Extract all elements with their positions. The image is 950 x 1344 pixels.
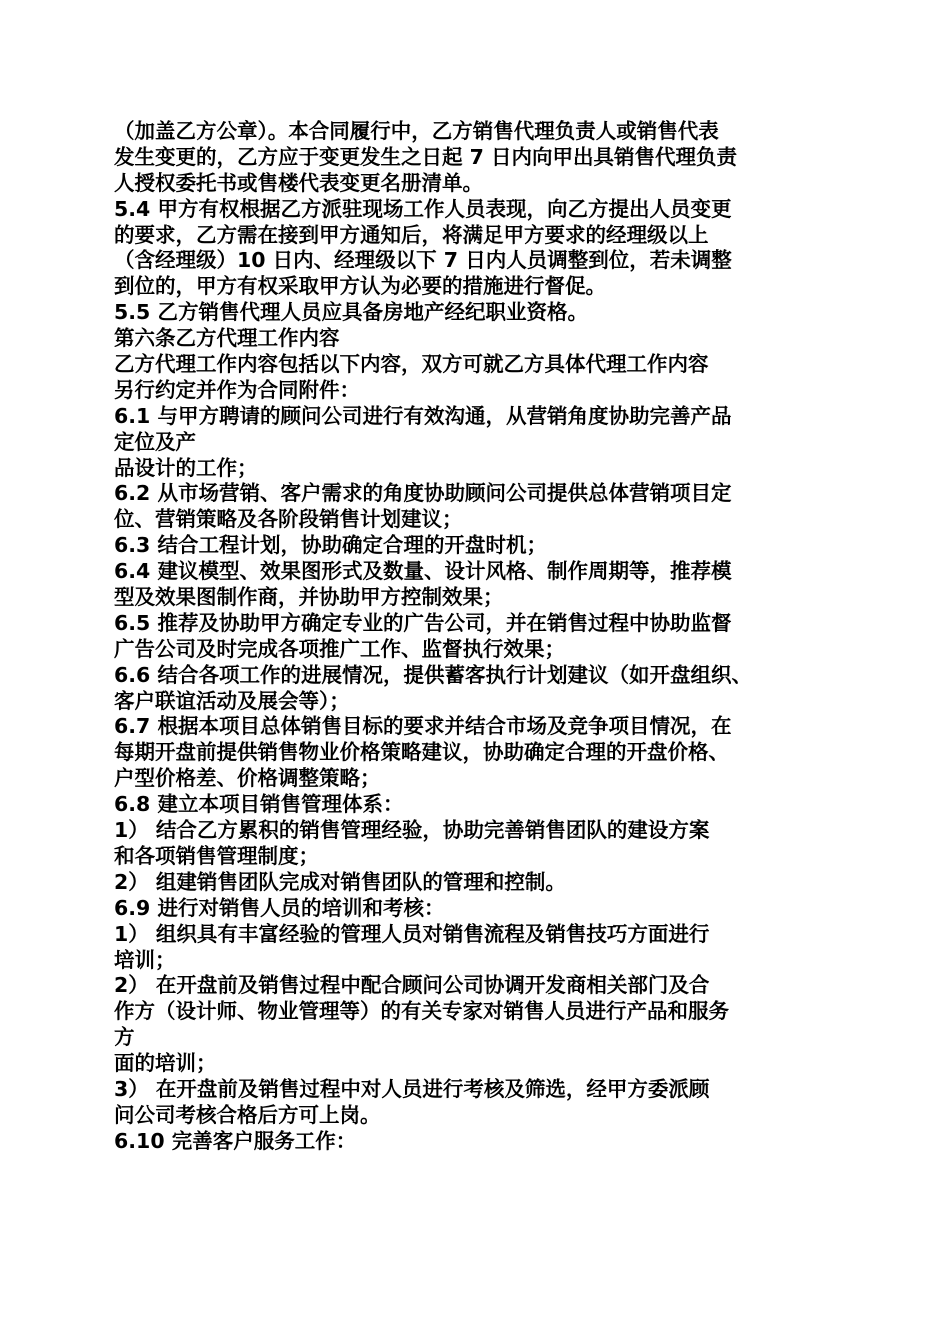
text-line: （含经理级）10 日内、经理级以下 7 日内人员调整到位，若未调整 (114, 248, 732, 273)
text-line: 的要求，乙方需在接到甲方通知后，将满足甲方要求的经理级以上 (114, 222, 709, 247)
text-line: 每期开盘前提供销售物业价格策略建议，协助确定合理的开盘价格、 (114, 740, 729, 765)
text-line: 1） 组织具有丰富经验的管理人员对销售流程及销售技巧方面进行 (114, 921, 710, 946)
text-line: 3） 在开盘前及销售过程中对人员进行考核及筛选，经甲方委派顾 (114, 1076, 710, 1101)
text-line: 型及效果图制作商，并协助甲方控制效果； (114, 585, 504, 610)
text-line: 方 (114, 1025, 135, 1050)
text-line: 5.5 乙方销售代理人员应具备房地产经纪职业资格。 (114, 300, 588, 325)
text-line: 发生变更的，乙方应于变更发生之日起 7 日内向甲出具销售代理负责 (114, 144, 738, 169)
text-line: 6.2 从市场营销、客户需求的角度协助顾问公司提供总体营销项目定 (114, 481, 732, 506)
text-line: 第六条乙方代理工作内容 (114, 326, 340, 351)
text-line: 品设计的工作； (114, 455, 258, 480)
text-line: 6.5 推荐及协助甲方确定专业的广告公司，并在销售过程中协助监督 (114, 610, 732, 635)
text-line: 广告公司及时完成各项推广工作、监督执行效果； (114, 636, 565, 661)
text-line: 6.4 建议模型、效果图形式及数量、设计风格、制作周期等，推荐模 (114, 559, 732, 584)
text-line: 5.4 甲方有权根据乙方派驻现场工作人员表现，向乙方提出人员变更 (114, 196, 732, 221)
text-line: （加盖乙方公章）。本合同履行中，乙方销售代理负责人或销售代表 (114, 119, 719, 143)
text-line: 定位及产 (114, 429, 196, 454)
text-line: 6.9 进行对销售人员的培训和考核： (114, 895, 445, 920)
text-line: 2） 在开盘前及销售过程中配合顾问公司协调开发商相关部门及合 (114, 973, 710, 998)
text-line: 6.3 结合工程计划，协助确定合理的开盘时机； (114, 533, 547, 558)
text-line: 另行约定并作为合同附件： (114, 377, 360, 402)
text-line: 6.8 建立本项目销售管理体系： (114, 792, 404, 817)
text-line: 问公司考核合格后方可上岗。 (114, 1102, 381, 1127)
text-line: 和各项销售管理制度； (114, 843, 319, 868)
document-body (114, 119, 844, 1155)
text-line: 6.6 结合各项工作的进展情况，提供蓄客执行计划建议（如开盘组织、 (114, 662, 752, 687)
text-line: 6.1 与甲方聘请的顾问公司进行有效沟通，从营销角度协助完善产品 (114, 403, 732, 428)
text-line: 人授权委托书或售楼代表变更名册清单。 (114, 170, 483, 195)
text-line: 1） 结合乙方累积的销售管理经验，协助完善销售团队的建设方案 (114, 818, 710, 843)
text-line: 6.10 完善客户服务工作： (114, 1128, 357, 1153)
text-line: 作方（设计师、物业管理等）的有关专家对销售人员进行产品和服务 (114, 999, 729, 1024)
text-line: 培训； (114, 947, 176, 972)
text-line: 到位的，甲方有权采取甲方认为必要的措施进行督促。 (114, 274, 606, 299)
text-line: 2） 组建销售团队完成对销售团队的管理和控制。 (114, 869, 566, 894)
text-line: 面的培训； (114, 1051, 217, 1076)
text-line: 户型价格差、价格调整策略； (114, 766, 381, 791)
text-line: 位、营销策略及各阶段销售计划建议； (114, 507, 463, 532)
text-line: 乙方代理工作内容包括以下内容，双方可就乙方具体代理工作内容 (114, 352, 709, 377)
text-line: 6.7 根据本项目总体销售目标的要求并结合市场及竞争项目情况，在 (114, 714, 732, 739)
text-line: 客户联谊活动及展会等）； (114, 688, 350, 713)
